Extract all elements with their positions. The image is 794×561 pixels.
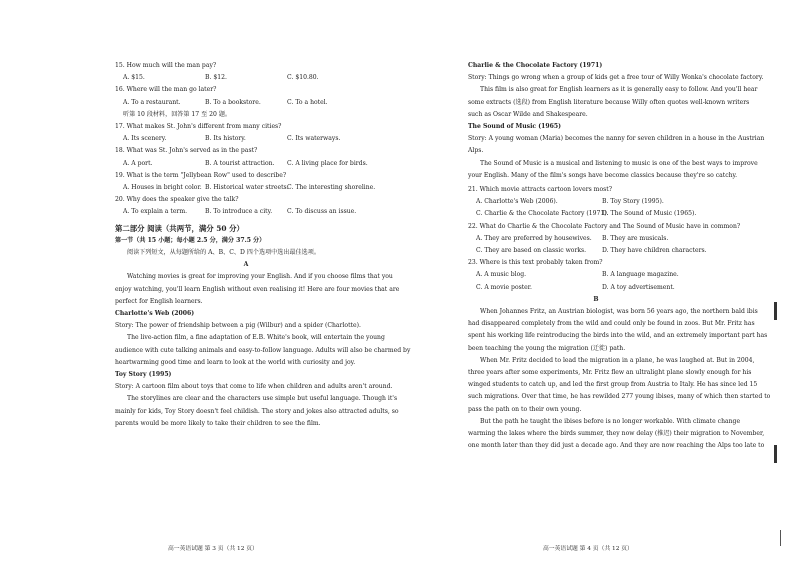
movie-description [468,158,758,182]
question-stem: 15. How much will the man pay? [115,62,217,69]
question-19 [115,170,377,194]
text-line: some extracts (选段) from English literature because Willy often quotes well-known writers [468,98,750,106]
movie-story: Story: A cartoon film about toys that come to life when children and adults aren't around. [115,383,393,391]
question-21 [468,184,724,221]
movie-story [468,133,765,157]
movie-description [115,332,411,369]
passage-label-b: B [593,295,599,303]
text-line: When Johannes Fritz, an Austrian biologist, was born 56 years ago, the northern bald ibis [480,308,758,316]
text-line: perfect for English learners. [115,297,203,305]
part-title: 第二部分 阅读（共两节，满分 50 分） [115,223,244,233]
option: D. The Sound of Music (1965). [602,210,697,218]
option: C. To discuss an issue. [287,208,357,216]
passage-b-paragraph-1 [468,306,768,355]
text-line: audience with cute talking animals and easy-to-follow language. Adults will also be charmed by [115,346,411,354]
right-column [468,60,771,453]
option: B. Its history. [205,135,246,143]
option: C. $10.80. [287,74,319,82]
option: D. They have children characters. [602,247,707,255]
text-line: The live-action film, a fine adaptation of E.B. White's book, will entertain the young [127,334,385,342]
text-line: your English. Many of the film's songs have become classics because they're so catchy. [468,171,738,179]
question-stem: 18. What was St. John's served as in the past? [115,147,258,155]
text-line: such as Oscar Wilde and Shakespeare. [468,110,588,118]
question-23 [468,257,724,294]
text-line: heartwarming good time and learn to look at the world with curiosity and joy. [115,358,356,366]
listening-note: 听第 10 段材料，回答第 17 至 20 题。 [123,110,232,118]
text-line: Alps. [468,147,484,155]
question-stem: 21. Which movie attracts cartoon lovers most? [468,186,612,194]
question-stem: 22. What do Charlie & the Chocolate Factory and The Sound of Music have in common? [468,222,741,230]
question-stem: 17. What makes St. John's different from many cities? [115,123,282,131]
text-line: pass the path on to their own young. [468,405,582,413]
question-15 [115,60,377,84]
binding-mark [774,302,777,320]
option: A. To explain a term. [123,208,188,216]
option: A. Charlotte's Web (2006). [476,198,558,206]
option: C. A living place for birds. [287,159,368,167]
option: B. To a bookstore. [205,98,261,106]
left-column [115,60,411,430]
option: C. The interesting shoreline. [287,184,376,192]
option: B. To introduce a city. [205,208,273,216]
reading-instruction: 阅读下列短文，从每题所给的 A、B、C、D 四个选项中选出最佳选项。 [127,249,320,257]
movie-description [468,84,758,121]
movie-title: Toy Story (1995) [115,371,172,379]
movie-title: Charlotte's Web (2006) [115,310,195,318]
question-stem: 16. Where will the man go later? [115,86,217,94]
movie-title: Charlie & the Chocolate Factory (1971) [468,62,603,69]
text-line: such migrations. Over that time, he has rewilded 277 young ibises, many of which then started to [468,393,771,401]
movie-story: Story: Things go wrong when a group of kids get a free tour of Willy Wonka's chocolate factory. [468,74,764,82]
text-line: When Mr. Fritz decided to lead the migration in a plane, he was laughed at. But in 2004, [480,356,755,364]
option: C. Its waterways. [287,135,341,143]
question-17 [115,121,377,145]
binding-mark [780,530,781,546]
passage-label-a: A [243,261,249,269]
option: A. To a restaurant. [123,98,181,106]
option: B. A language magazine. [602,271,679,279]
question-stem: 19. What is the term "Jellybean Row" used to describe? [115,171,287,179]
movie-story: Story: The power of friendship between a pig (Wilbur) and a spider (Charlotte). [115,322,361,330]
option: A. A music blog. [476,271,527,279]
text-line: Story: A young woman (Maria) becomes the nanny for seven children in a house in the Austrian [468,135,765,143]
question-stem: 23. Where is this text probably taken from? [468,259,603,267]
question-20 [115,194,377,218]
option: B. Historical water streets. [205,184,289,192]
text-line: winged students to catch up, and led the first group from Austria to Italy. He has since led 15 [468,381,758,389]
text-line: had disappeared completely from the wild and could only be found in zoos. But Mr. Fritz has [468,320,755,328]
option: B. $12. [205,74,227,82]
passage-b-paragraph-3 [468,416,765,453]
page-footer: 高一英语试题 第 4 页（共 12 页） [543,546,633,552]
text-line: This film is also great for English learners as it is generally easy to follow. And you'll hear [480,86,758,94]
text-line: parents would be more likely to take their children to see the film. [115,419,321,427]
text-line: The storylines are clear and the characters use simple but useful language. Though it's [127,395,398,403]
option: C. A movie poster. [476,283,532,291]
question-16 [115,84,377,108]
text-line: one month later than they did just a decade ago. And they are now reaching the Alps too late to [468,442,765,450]
movie-title: The Sound of Music (1965) [468,123,561,131]
text-line: enjoy watching, you'll learn English without even realising it! Here are four movies that are [115,285,400,293]
page-footer: 高一英语试题 第 3 页（共 12 页） [168,546,258,552]
passage-a-intro [115,271,400,308]
option: A. A port. [123,159,153,167]
right-page [397,0,794,561]
option: B. Toy Story (1995). [602,198,664,206]
question-22 [468,221,741,258]
text-line: Watching movies is great for improving your English. And if you choose films that you [127,273,393,281]
text-line: But the path he taught the ibises before is no longer workable. With climate change [480,417,741,425]
section-title: 第一节（共 15 小题；每小题 2.5 分，满分 37.5 分） [115,236,266,244]
option: C. Charlie & the Chocolate Factory (1971). [476,210,609,218]
question-18 [115,145,377,169]
text-line: The Sound of Music is a musical and listening to music is one of the best ways to improve [480,159,758,167]
option: A. Houses in bright color. [123,184,202,192]
text-line: three years after some experiments, Mr. Fritz flew an ultralight plane slowly enough for his [468,369,752,377]
option: C. To a hotel. [287,98,328,106]
text-line: spent his working life reintroducing the birds into the wild, and an extremely important part has [468,332,768,340]
option: A. Its scenery. [123,135,167,143]
option: D. A toy advertisement. [602,283,675,291]
passage-b-paragraph-2 [468,355,771,416]
text-line: warming the lakes where the birds summer, they now delay (推迟) their migration to November, [468,430,765,438]
text-line: been teaching the young the migration (迁徙) path. [468,344,626,352]
option: C. They are based on classic works. [476,247,587,255]
option: A. $15. [123,74,145,82]
option: A. They are preferred by housewives. [476,234,592,242]
movie-description [115,393,399,430]
binding-mark [774,445,777,463]
option: B. They are musicals. [602,234,669,242]
question-stem: 20. Why does the speaker give the talk? [115,196,239,204]
option: B. A tourist attraction. [205,159,275,167]
text-line: mainly for kids, Toy Story doesn't feel childish. The story and jokes also attracted adults, so [115,407,399,415]
